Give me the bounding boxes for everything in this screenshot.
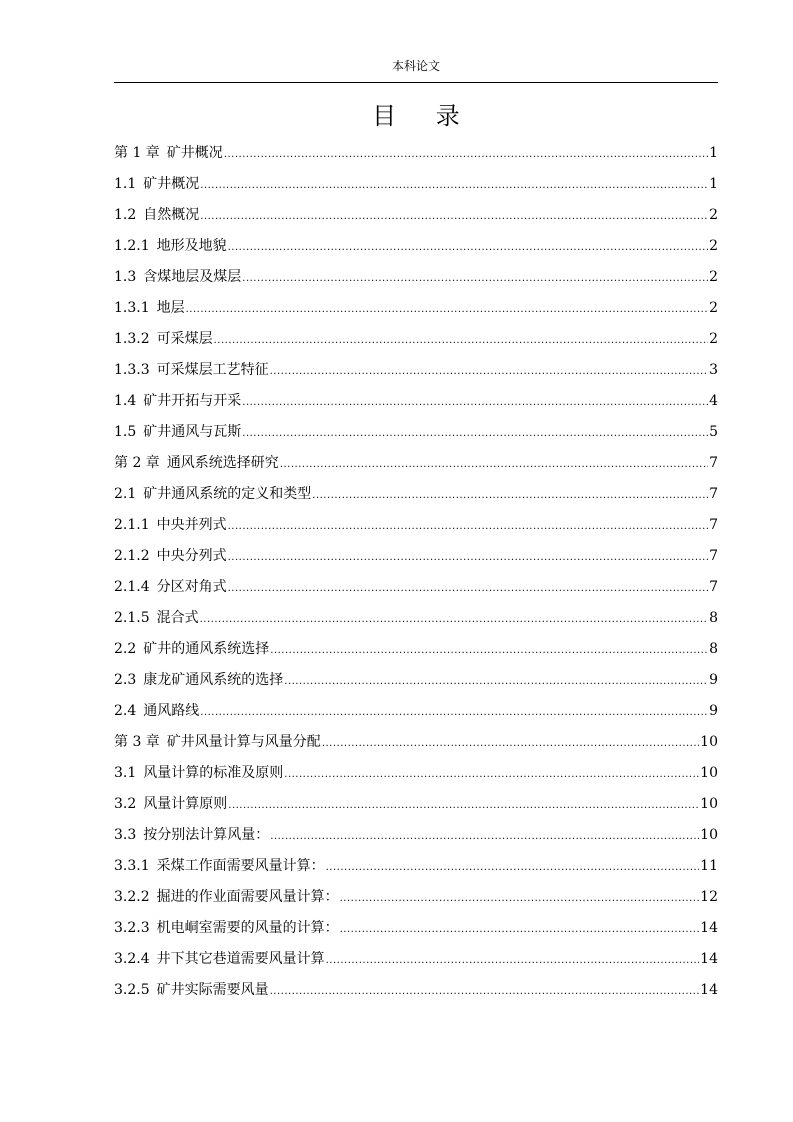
toc-entry-number: 1.4 xyxy=(114,393,137,409)
page-header: 本科论文 xyxy=(391,59,440,73)
toc-dot-leader xyxy=(242,389,708,417)
toc-entry-number: 1.3 xyxy=(114,269,137,285)
toc-dot-leader xyxy=(270,978,700,1006)
toc-entry-number: 3.1 xyxy=(114,765,137,781)
toc-entry-title: 井下其它巷道需要风量计算 xyxy=(156,951,325,967)
toc-dot-leader xyxy=(186,296,708,324)
toc-entry-page: 10 xyxy=(700,765,718,781)
toc-entry[interactable] xyxy=(114,728,718,759)
toc-entry-page: 2 xyxy=(709,207,718,223)
toc-dot-leader xyxy=(326,947,700,975)
toc-entry-number: 2.4 xyxy=(114,703,137,719)
toc-entry-page: 2 xyxy=(709,238,718,254)
toc-entry-page: 4 xyxy=(709,393,718,409)
toc-entry-title: 机电峒室需要的风量的计算： xyxy=(156,920,339,936)
toc-entry-number: 1.5 xyxy=(114,424,137,440)
toc-dot-leader xyxy=(322,730,699,758)
toc-entry-title: 地形及地貌 xyxy=(156,238,227,254)
toc-entry[interactable] xyxy=(114,294,718,325)
toc-entry-number: 3.3 xyxy=(114,827,137,843)
toc-dot-leader xyxy=(200,606,708,634)
toc-dot-leader xyxy=(224,141,708,169)
toc-entry[interactable] xyxy=(114,759,718,790)
toc-entry-number: 1.3.2 xyxy=(114,331,150,347)
toc-entry-page: 10 xyxy=(700,827,718,843)
toc-entry[interactable] xyxy=(114,573,718,604)
toc-entry-title: 风量计算的标准及原则 xyxy=(143,765,284,781)
toc-dot-leader xyxy=(228,234,708,262)
toc-entry[interactable] xyxy=(114,635,718,666)
toc-entry-title: 中央并列式 xyxy=(156,517,227,533)
toc-entry[interactable] xyxy=(114,852,718,883)
toc-entry-title: 通风路线 xyxy=(143,703,200,719)
toc-dot-leader xyxy=(284,761,699,789)
toc-entry-number: 1.2 xyxy=(114,207,137,223)
toc-dot-leader xyxy=(228,513,708,541)
toc-entry-page: 1 xyxy=(709,176,718,192)
toc-entry-title: 康龙矿通风系统的选择 xyxy=(143,672,284,688)
toc-entry-title: 风量计算原则 xyxy=(143,796,228,812)
toc-dot-leader xyxy=(270,823,699,851)
toc-entry-page: 5 xyxy=(709,424,718,440)
toc-entry-number: 2.1.2 xyxy=(114,548,150,564)
header-divider xyxy=(114,82,718,83)
toc-entry-page: 14 xyxy=(700,920,718,936)
toc-entry-page: 7 xyxy=(709,455,718,471)
toc-entry-number: 3.2.2 xyxy=(114,889,150,905)
toc-dot-leader xyxy=(340,885,700,913)
toc-entry-number: 3.2.3 xyxy=(114,920,150,936)
toc-entry-title: 分区对角式 xyxy=(156,579,227,595)
toc-entry-title: 地层 xyxy=(156,300,185,316)
toc-entry-page: 2 xyxy=(709,331,718,347)
toc-entry-page: 8 xyxy=(709,641,718,657)
toc-entry-page: 1 xyxy=(709,145,718,161)
toc-dot-leader xyxy=(200,203,708,231)
toc-entry-number: 2.3 xyxy=(114,672,137,688)
toc-entry-title: 矿井开拓与开采 xyxy=(143,393,242,409)
toc-entry-number: 2.2 xyxy=(114,641,137,657)
toc-entry-page: 11 xyxy=(700,858,718,874)
toc-entry[interactable] xyxy=(114,945,718,976)
toc-entry-number: 1.1 xyxy=(114,176,137,192)
toc-entry[interactable] xyxy=(114,201,718,232)
toc-entry-title: 含煤地层及煤层 xyxy=(143,269,242,285)
toc-entry[interactable] xyxy=(114,170,718,201)
toc-dot-leader xyxy=(228,544,708,572)
toc-entry-page: 10 xyxy=(700,796,718,812)
toc-entry-title: 矿井概况 xyxy=(143,176,200,192)
toc-entry[interactable] xyxy=(114,480,718,511)
toc-dot-leader xyxy=(242,420,708,448)
toc-entry-title: 矿井通风系统的定义和类型 xyxy=(143,486,312,502)
toc-entry[interactable] xyxy=(114,790,718,821)
toc-entry-page: 7 xyxy=(709,579,718,595)
toc-entry-page: 9 xyxy=(709,672,718,688)
toc-entry-title: 矿井通风与瓦斯 xyxy=(143,424,242,440)
toc-entry-title: 矿井概况 xyxy=(166,145,223,161)
toc-entry-page: 8 xyxy=(709,610,718,626)
toc-entry-number: 第 2 章 xyxy=(114,455,160,471)
toc-entry[interactable] xyxy=(114,139,718,170)
toc-entry-number: 1.2.1 xyxy=(114,238,150,254)
toc-entry[interactable] xyxy=(114,511,718,542)
toc-dot-leader xyxy=(270,637,708,665)
toc-entry-title: 矿井的通风系统选择 xyxy=(143,641,270,657)
toc-entry-page: 2 xyxy=(709,300,718,316)
toc-entry-title: 采煤工作面需要风量计算： xyxy=(156,858,325,874)
toc-entry-title: 按分别法计算风量： xyxy=(143,827,270,843)
toc-entry-page: 7 xyxy=(709,548,718,564)
toc-entry-title: 掘进的作业面需要风量计算： xyxy=(156,889,339,905)
toc-entry-page: 14 xyxy=(700,951,718,967)
toc-entry-title: 可采煤层 xyxy=(156,331,213,347)
toc-entry-number: 3.2.4 xyxy=(114,951,150,967)
toc-entry[interactable] xyxy=(114,263,718,294)
toc-entry-page: 2 xyxy=(709,269,718,285)
toc-entry-number: 第 3 章 xyxy=(114,734,160,750)
toc-dot-leader xyxy=(326,854,700,882)
toc-entry-title: 通风系统选择研究 xyxy=(166,455,279,471)
toc-entry-title: 混合式 xyxy=(156,610,199,626)
toc-dot-leader xyxy=(242,265,708,293)
toc-entry[interactable] xyxy=(114,883,718,914)
toc-dot-leader xyxy=(280,451,708,479)
toc-dot-leader xyxy=(340,916,700,944)
toc-entry-number: 2.1.5 xyxy=(114,610,150,626)
toc-entry-number: 3.2 xyxy=(114,796,137,812)
toc-dot-leader xyxy=(312,482,708,510)
toc-dot-leader xyxy=(214,327,708,355)
toc-entry-page: 3 xyxy=(709,362,718,378)
toc-entry-number: 1.3.3 xyxy=(114,362,150,378)
toc-entry[interactable] xyxy=(114,976,718,1007)
toc-dot-leader xyxy=(228,792,699,820)
toc-dot-leader xyxy=(200,699,708,727)
toc-entry-title: 中央分列式 xyxy=(156,548,227,564)
toc-entry-number: 2.1.1 xyxy=(114,517,150,533)
toc-entry[interactable] xyxy=(114,542,718,573)
toc-entry-number: 2.1.4 xyxy=(114,579,150,595)
toc-entry[interactable] xyxy=(114,821,718,852)
toc-entry-page: 14 xyxy=(700,982,718,998)
toc-title: 目 录 xyxy=(372,102,476,130)
toc-dot-leader xyxy=(200,172,708,200)
toc-entry[interactable] xyxy=(114,356,718,387)
toc-entry-title: 自然概况 xyxy=(143,207,200,223)
toc-dot-leader xyxy=(270,358,708,386)
toc-entry[interactable] xyxy=(114,232,718,263)
toc-entry-page: 7 xyxy=(709,486,718,502)
toc-entry[interactable] xyxy=(114,387,718,418)
toc-entry-number: 2.1 xyxy=(114,486,137,502)
toc-entry-title: 可采煤层工艺特征 xyxy=(156,362,269,378)
toc-list xyxy=(114,139,718,1007)
toc-dot-leader xyxy=(284,668,708,696)
toc-entry-page: 12 xyxy=(700,889,718,905)
toc-entry-title: 矿井实际需要风量 xyxy=(156,982,269,998)
toc-entry-number: 3.2.5 xyxy=(114,982,150,998)
toc-entry[interactable] xyxy=(114,666,718,697)
toc-entry[interactable] xyxy=(114,449,718,480)
toc-entry-title: 矿井风量计算与风量分配 xyxy=(166,734,321,750)
toc-entry-number: 3.3.1 xyxy=(114,858,150,874)
toc-entry-number: 1.3.1 xyxy=(114,300,150,316)
toc-entry[interactable] xyxy=(114,418,718,449)
toc-entry-page: 10 xyxy=(700,734,718,750)
toc-entry[interactable] xyxy=(114,914,718,945)
toc-entry[interactable] xyxy=(114,325,718,356)
toc-entry[interactable] xyxy=(114,697,718,728)
toc-entry-number: 第 1 章 xyxy=(114,145,160,161)
toc-entry-page: 9 xyxy=(709,703,718,719)
toc-entry[interactable] xyxy=(114,604,718,635)
toc-dot-leader xyxy=(228,575,708,603)
toc-entry-page: 7 xyxy=(709,517,718,533)
